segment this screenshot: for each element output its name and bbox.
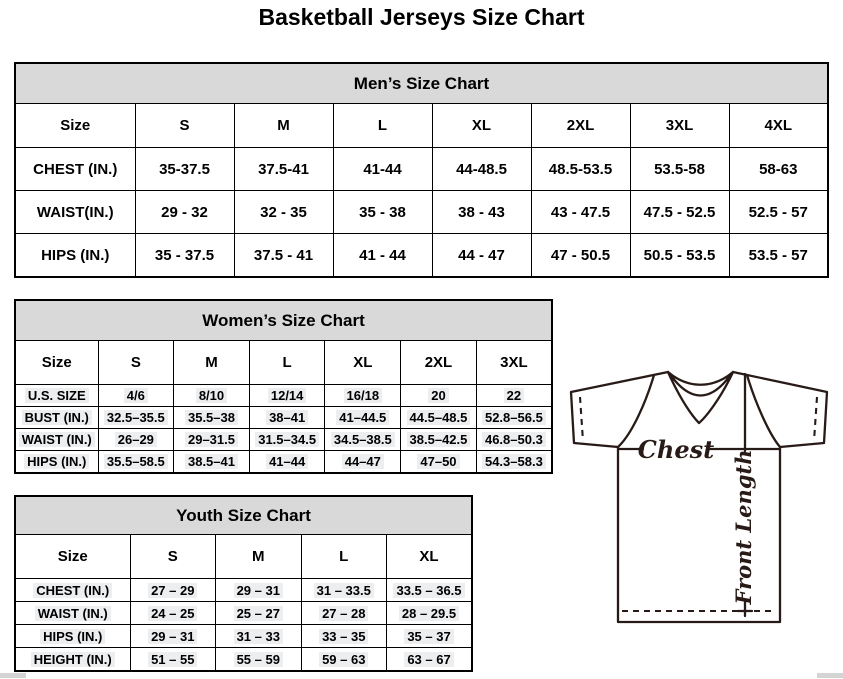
table-cell [130, 579, 216, 602]
column-header: L [333, 104, 432, 148]
youth-header-row [15, 535, 472, 579]
table-cell: 35-37.5 [135, 148, 234, 191]
cell-text: 35.5–58.5 [104, 454, 168, 469]
row-label [15, 385, 98, 407]
row-label: HIPS (IN.) [15, 234, 135, 278]
cell-text: 33.5 – 36.5 [393, 583, 464, 598]
womens-size-table [14, 299, 553, 474]
row-label [15, 648, 130, 672]
table-cell: 52.5 - 57 [729, 191, 828, 234]
cell-text: 31 – 33.5 [314, 583, 374, 598]
column-header: M [174, 341, 250, 385]
cell-text: 44–47 [342, 454, 384, 469]
table-cell [216, 648, 302, 672]
jersey-cuff-stitch-left [580, 397, 583, 441]
table-cell [98, 407, 174, 429]
table-cell [130, 648, 216, 672]
cell-text: 28 – 29.5 [399, 606, 459, 621]
cell-text: 8/10 [196, 388, 227, 403]
table-cell: 44-48.5 [432, 148, 531, 191]
cell-text: 38–41 [266, 410, 308, 425]
cell-text: 34.5–38.5 [331, 432, 395, 447]
table-cell [401, 451, 477, 474]
table-cell [249, 407, 325, 429]
table-row [15, 191, 828, 234]
youth-table-caption: Youth Size Chart [15, 496, 472, 535]
cell-text: 52.8–56.5 [482, 410, 546, 425]
table-cell [301, 648, 387, 672]
table-cell [216, 579, 302, 602]
table-cell: 41 - 44 [333, 234, 432, 278]
row-label: WAIST(IN.) [15, 191, 135, 234]
table-cell: 44 - 47 [432, 234, 531, 278]
row-label-text: U.S. SIZE [25, 388, 89, 403]
table-row [15, 407, 552, 429]
cell-text: 29 – 31 [148, 629, 197, 644]
chest-label: Chest [637, 435, 715, 464]
row-label: CHEST (IN.) [15, 148, 135, 191]
table-cell [130, 625, 216, 648]
jersey-cuff-stitch-right [814, 397, 817, 441]
table-row [15, 625, 472, 648]
womens-header-row [15, 341, 552, 385]
cell-text: 27 – 29 [148, 583, 197, 598]
youth-size-table [14, 495, 473, 672]
column-header: XL [325, 341, 401, 385]
table-cell [301, 625, 387, 648]
table-cell: 38 - 43 [432, 191, 531, 234]
table-cell: 35 - 38 [333, 191, 432, 234]
cell-text: 35 – 37 [404, 629, 453, 644]
column-header: S [98, 341, 174, 385]
table-cell [401, 429, 477, 451]
column-header: 3XL [630, 104, 729, 148]
table-cell: 37.5-41 [234, 148, 333, 191]
table-row [15, 385, 552, 407]
table-cell: 53.5-58 [630, 148, 729, 191]
table-cell: 35 - 37.5 [135, 234, 234, 278]
table-cell [301, 602, 387, 625]
row-label [15, 451, 98, 474]
column-header: 4XL [729, 104, 828, 148]
table-cell: 43 - 47.5 [531, 191, 630, 234]
table-cell [476, 451, 552, 474]
column-header: Size [15, 104, 135, 148]
row-label-text: WAIST (IN.) [19, 432, 95, 447]
table-cell [249, 429, 325, 451]
table-cell [249, 451, 325, 474]
row-label-text: BUST (IN.) [22, 410, 92, 425]
jersey-armhole-right [747, 375, 780, 447]
cell-text: 32.5–35.5 [104, 410, 168, 425]
column-header: S [130, 535, 216, 579]
cell-text: 22 [504, 388, 524, 403]
table-cell: 37.5 - 41 [234, 234, 333, 278]
cell-text: 41–44.5 [336, 410, 389, 425]
column-header: 2XL [401, 341, 477, 385]
table-cell: 32 - 35 [234, 191, 333, 234]
table-cell: 50.5 - 53.5 [630, 234, 729, 278]
cell-text: 55 – 59 [234, 652, 283, 667]
cell-text: 63 – 67 [404, 652, 453, 667]
table-cell: 47.5 - 52.5 [630, 191, 729, 234]
table-cell: 41-44 [333, 148, 432, 191]
table-cell [387, 648, 473, 672]
column-header: XL [432, 104, 531, 148]
table-cell [476, 385, 552, 407]
cell-text: 59 – 63 [319, 652, 368, 667]
mens-header-row [15, 104, 828, 148]
table-row [15, 648, 472, 672]
column-header: 3XL [476, 341, 552, 385]
jersey-outline [571, 372, 827, 622]
table-cell [249, 385, 325, 407]
cell-text: 31.5–34.5 [255, 432, 319, 447]
row-label-text: HIPS (IN.) [40, 629, 105, 644]
cell-text: 51 – 55 [148, 652, 197, 667]
cell-text: 29 – 31 [234, 583, 283, 598]
table-cell: 58-63 [729, 148, 828, 191]
column-header: Size [15, 535, 130, 579]
table-cell [401, 407, 477, 429]
table-cell [98, 385, 174, 407]
mens-size-table [14, 62, 829, 278]
row-label [15, 625, 130, 648]
table-cell [325, 451, 401, 474]
column-header: Size [15, 341, 98, 385]
cell-text: 16/18 [344, 388, 383, 403]
table-row [15, 579, 472, 602]
table-row [15, 602, 472, 625]
cell-text: 35.5–38 [185, 410, 238, 425]
cell-text: 26–29 [115, 432, 157, 447]
table-cell [216, 602, 302, 625]
table-cell [174, 429, 250, 451]
table-cell: 53.5 - 57 [729, 234, 828, 278]
table-cell [130, 602, 216, 625]
table-cell [216, 625, 302, 648]
table-cell [325, 385, 401, 407]
jersey-measurement-diagram [558, 362, 843, 628]
table-cell [174, 407, 250, 429]
column-header: L [249, 341, 325, 385]
cell-text: 44.5–48.5 [407, 410, 471, 425]
cell-text: 41–44 [266, 454, 308, 469]
front-length-label: Front Length [731, 449, 756, 605]
cell-text: 54.3–58.3 [482, 454, 546, 469]
row-label [15, 579, 130, 602]
table-cell [387, 625, 473, 648]
table-cell [325, 407, 401, 429]
table-cell [401, 385, 477, 407]
cell-text: 31 – 33 [234, 629, 283, 644]
cell-text: 38.5–41 [185, 454, 238, 469]
jersey-collar [668, 372, 733, 423]
cell-text: 27 – 28 [319, 606, 368, 621]
table-cell [301, 579, 387, 602]
column-header: S [135, 104, 234, 148]
table-cell [476, 429, 552, 451]
row-label-text: WAIST (IN.) [35, 606, 111, 621]
column-header: M [234, 104, 333, 148]
womens-table-caption: Women’s Size Chart [15, 300, 552, 341]
column-header: L [301, 535, 387, 579]
cell-text: 47–50 [417, 454, 459, 469]
table-row [15, 234, 828, 278]
column-header: 2XL [531, 104, 630, 148]
cell-text: 25 – 27 [234, 606, 283, 621]
table-row [15, 451, 552, 474]
table-cell: 48.5-53.5 [531, 148, 630, 191]
table-row [15, 429, 552, 451]
cell-text: 46.8–50.3 [482, 432, 546, 447]
table-row [15, 148, 828, 191]
scrollbar-fragment-left[interactable] [0, 673, 26, 678]
cell-text: 4/6 [124, 388, 148, 403]
row-label [15, 429, 98, 451]
cell-text: 33 – 35 [319, 629, 368, 644]
mens-table-caption: Men’s Size Chart [15, 63, 828, 104]
row-label-text: HIPS (IN.) [24, 454, 89, 469]
table-cell [387, 602, 473, 625]
cell-text: 38.5–42.5 [407, 432, 471, 447]
cell-text: 12/14 [268, 388, 307, 403]
table-cell [98, 429, 174, 451]
cell-text: 20 [428, 388, 448, 403]
column-header: XL [387, 535, 473, 579]
table-cell [325, 429, 401, 451]
cell-text: 24 – 25 [148, 606, 197, 621]
page-title: Basketball Jerseys Size Chart [258, 4, 585, 30]
table-cell [387, 579, 473, 602]
table-cell [174, 451, 250, 474]
table-cell [174, 385, 250, 407]
row-label [15, 407, 98, 429]
table-cell [98, 451, 174, 474]
row-label [15, 602, 130, 625]
row-label-text: CHEST (IN.) [33, 583, 112, 598]
table-cell: 47 - 50.5 [531, 234, 630, 278]
row-label-text: HEIGHT (IN.) [31, 652, 115, 667]
column-header: M [216, 535, 302, 579]
table-cell: 29 - 32 [135, 191, 234, 234]
cell-text: 29–31.5 [185, 432, 238, 447]
scrollbar-fragment-right[interactable] [817, 673, 843, 678]
table-cell [476, 407, 552, 429]
